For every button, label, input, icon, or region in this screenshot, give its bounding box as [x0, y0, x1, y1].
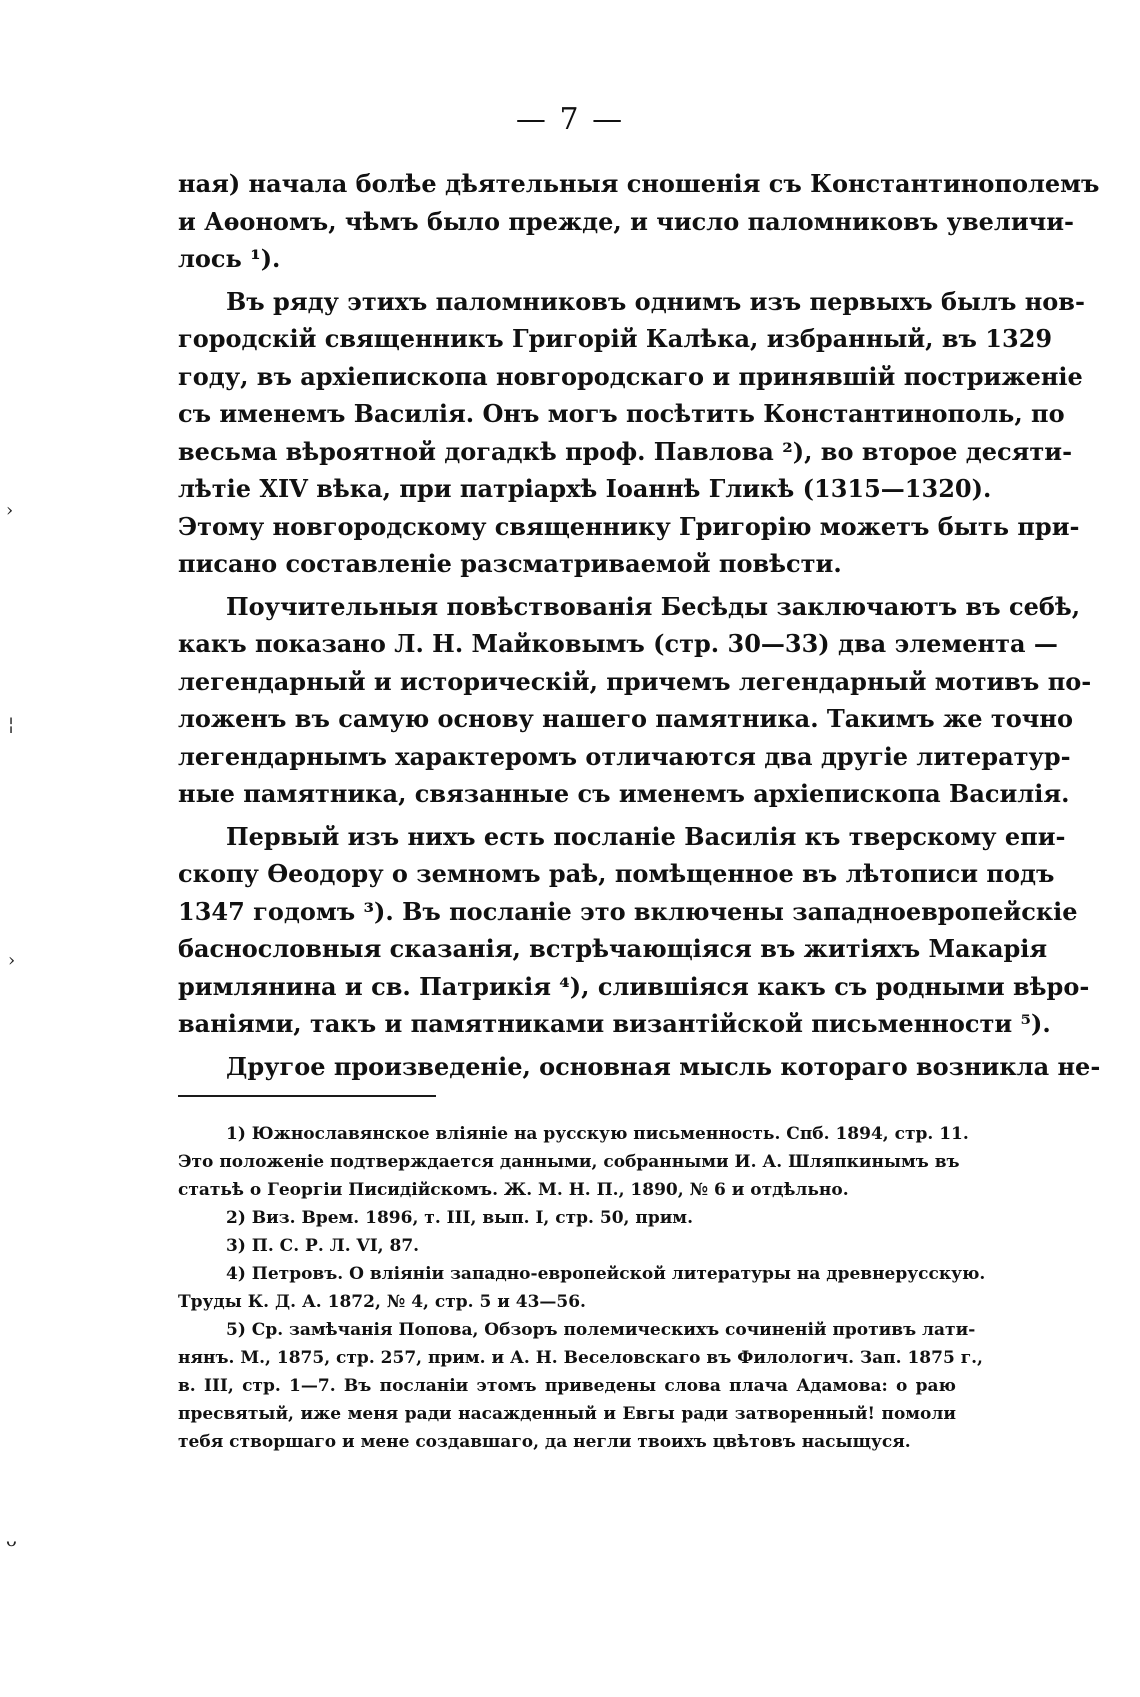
footnote-line: 2) Виз. Врем. 1896, т. III, вып. I, стр. 50, прим. [226, 1208, 693, 1228]
footnote-line: нянъ. М., 1875, стр. 257, прим. и А. Н. Веселовскаго въ Филологич. Зап. 1875 г., [178, 1348, 983, 1368]
footnote-line: статьѣ о Георгіи Писидійскомъ. Ж. М. Н. П., 1890, № 6 и отдѣльно. [178, 1180, 849, 1200]
body-line: Первый изъ нихъ есть посланіе Василія къ тверскому епи- [226, 821, 1066, 851]
footnote-line: 1) Южнославянское вліяніе на русскую письменность. Спб. 1894, стр. 11. [226, 1124, 969, 1144]
footnote-line: 3) П. С. Р. Л. VI, 87. [226, 1236, 420, 1256]
body-line: Въ ряду этихъ паломниковъ однимъ изъ первыхъ былъ нов- [226, 286, 1085, 316]
footnote-line: пресвятый, иже меня ради насажденный и Евгы ради затворенный! помоли [178, 1404, 956, 1424]
footnotes [178, 1120, 986, 1456]
body-line: 1347 годомъ ³). Въ посланіе это включены западноевропейскіе [178, 896, 1078, 926]
margin-speck: ᴗ [6, 1530, 17, 1551]
body-line: ложенъ въ самую основу нашего памятника. Такимъ же точно [178, 704, 1073, 733]
body-line: легендарный и историческій, причемъ легендарный мотивъ по- [178, 666, 1092, 696]
body-line: лось ¹). [178, 244, 281, 273]
margin-speck: ¦ [8, 714, 15, 735]
footnote-line: 4) Петровъ. О вліяніи западно-европейской литературы на древнерусскую. [226, 1264, 986, 1284]
body-line: скопу Ѳеодору о земномъ раѣ, помѣщенное въ лѣтописи подъ [178, 859, 1055, 888]
body-line: съ именемъ Василія. Онъ могъ посѣтить Константинополь, по [178, 399, 1065, 428]
margin-speck: › [8, 950, 16, 971]
body-line: Поучительныя повѣствованія Бесѣды заключаютъ въ себѣ, [226, 591, 1081, 621]
footnote-line: в. III, стр. 1—7. Въ посланіи этомъ приведены слова плача Адамова: о раю [178, 1376, 956, 1396]
body-line: римлянина и св. Патрикія ⁴), слившіяся какъ съ родными вѣро- [178, 971, 1090, 1001]
footnote-separator [178, 1095, 436, 1097]
page-number: — 7 — [515, 102, 625, 137]
body-line: писано составленіе разсматриваемой повѣсти. [178, 549, 842, 578]
body-line: весьма вѣроятной догадкѣ проф. Павлова ²), во второе десяти- [178, 436, 1073, 466]
body-line: легендарнымъ характеромъ отличаются два другіе литератур- [178, 741, 1071, 771]
body-line: и Аѳономъ, чѣмъ было прежде, и число паломниковъ увеличи- [178, 206, 1074, 236]
body-line: какъ показано Л. Н. Майковымъ (стр. 30—33) два элемента — [178, 629, 1058, 658]
body-text [178, 165, 1101, 1085]
body-line: Этому новгородскому священнику Григорію можетъ быть при- [178, 511, 1080, 541]
body-line: ная) начала болѣе дѣятельныя сношенія съ Константинополемъ [178, 169, 1100, 198]
body-line: баснословныя сказанія, встрѣчающіяся въ житіяхъ Макарія [178, 934, 1048, 963]
body-line: лѣтіе XIV вѣка, при патріархѣ Іоаннѣ Гликѣ (1315—1320). [178, 474, 992, 503]
footnote-line: Это положеніе подтверждается данными, собранными И. А. Шляпкинымъ въ [178, 1152, 960, 1172]
footnote-line: тебя створшаго и мене создавшаго, да негли твоихъ цвѣтовъ насыщуся. [178, 1432, 911, 1452]
body-line: ные памятника, связанные съ именемъ архіепископа Василія. [178, 779, 1070, 808]
margin-speck: › [6, 500, 14, 521]
body-line: году, въ архіепископа новгородскаго и принявшій постриженіе [178, 361, 1083, 391]
footnote-line: 5) Ср. замѣчанія Попова, Обзоръ полемическихъ сочиненій противъ лати- [226, 1320, 976, 1340]
body-line: Другое произведеніе, основная мысль котораго возникла не- [226, 1051, 1101, 1081]
body-line: городскій священникъ Григорій Калѣка, избранный, въ 1329 [178, 324, 1053, 353]
footnote-line: Труды К. Д. А. 1872, № 4, стр. 5 и 43—56. [178, 1292, 586, 1312]
body-line: ваніями, такъ и памятниками византійской письменности ⁵). [178, 1009, 1051, 1038]
